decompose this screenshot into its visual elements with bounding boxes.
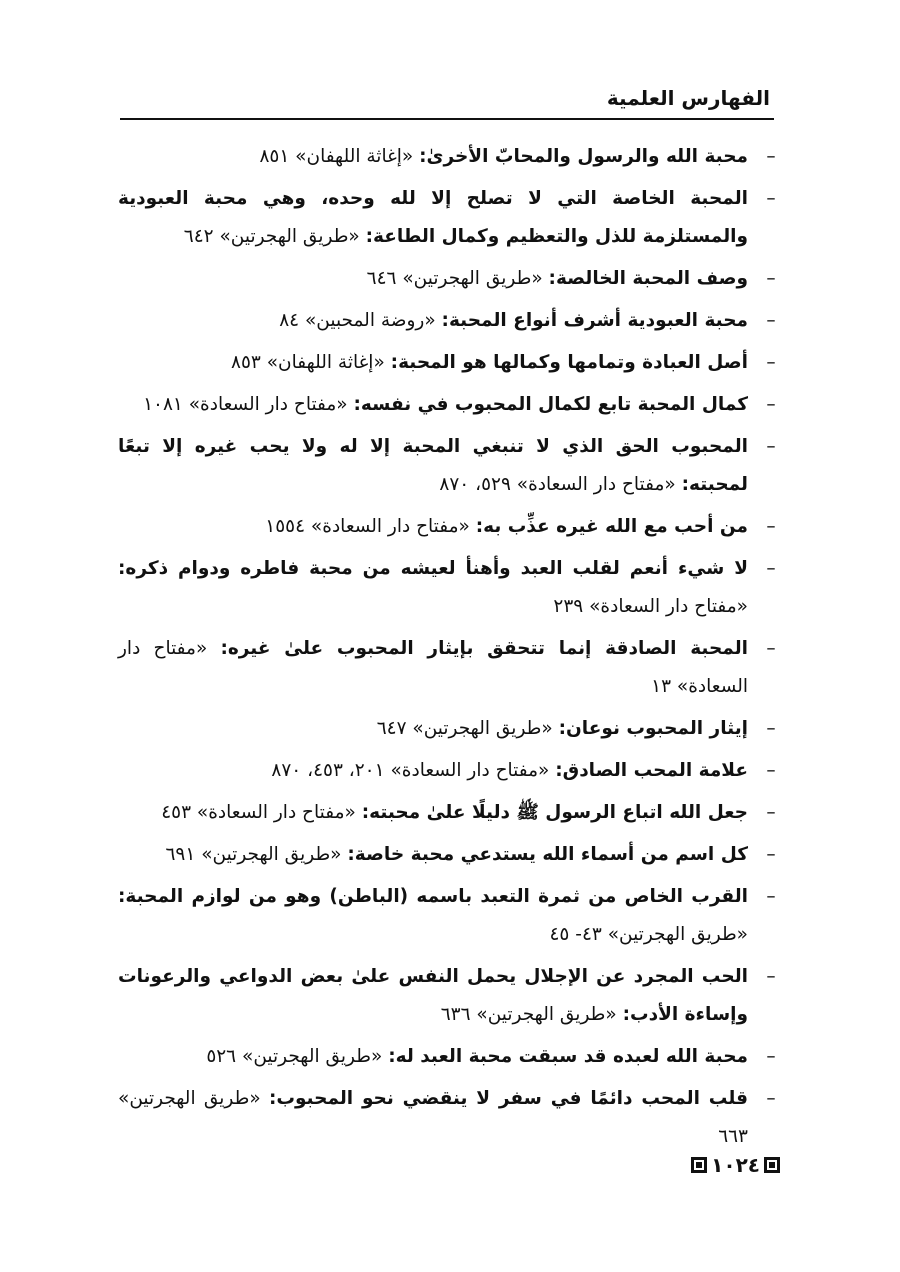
running-header-title: الفهارس العلمية <box>606 86 770 110</box>
dash-bullet-icon: – <box>766 718 776 739</box>
dash-bullet-icon: – <box>766 394 776 415</box>
dash-bullet-icon: – <box>766 352 776 373</box>
entry-reference: «إغاثة اللهفان» ٨٥١ <box>259 146 414 167</box>
index-entry <box>118 794 780 832</box>
entry-term: جعل الله اتباع الرسول ﷺ دليلًا علىٰ محبته: <box>361 802 748 823</box>
index-entry <box>118 428 780 504</box>
entry-term: إيثار المحبوب نوعان: <box>558 718 748 739</box>
entry-reference: «مفتاح دار السعادة» ٢٠١، ٤٥٣، ٨٧٠ <box>271 760 550 781</box>
entry-term: محبة الله لعبده قد سبقت محبة العبد له: <box>388 1046 748 1067</box>
dash-bullet-icon: – <box>766 268 776 289</box>
index-entry <box>118 752 780 790</box>
entry-term: المحبة الخاصة التي لا تصلح إلا لله وحده، وهي محبة العبودية والمستلزمة للذل والتعظيم وكمال الطاعة: <box>118 188 748 247</box>
index-entry <box>118 180 780 256</box>
entry-term: لا شيء أنعم لقلب العبد وأهنأ لعيشه من محبة فاطره ودوام ذكره: <box>118 558 748 579</box>
entry-term: قلب المحب دائمًا في سفر لا ينقضي نحو المحبوب: <box>268 1088 749 1109</box>
entry-reference: «مفتاح دار السعادة» ١٠٨١ <box>143 394 348 415</box>
entry-reference: «طريق الهجرتين» ٤٣- ٤٥ <box>549 924 748 945</box>
dash-bullet-icon: – <box>766 802 776 823</box>
index-entry <box>118 836 780 874</box>
page-number-text: ١٠٢٤ <box>711 1153 760 1177</box>
entry-term: المحبة الصادقة إنما تتحقق بإيثار المحبوب علىٰ غيره: <box>220 638 748 659</box>
entry-reference: «مفتاح دار السعادة» ١٥٥٤ <box>265 516 470 537</box>
entry-reference: «طريق الهجرتين» ٥٢٦ <box>206 1046 383 1067</box>
entry-reference: «طريق الهجرتين» ٦٣٦ <box>440 1004 617 1025</box>
index-entry <box>118 1038 780 1076</box>
dash-bullet-icon: – <box>766 436 776 457</box>
index-entry-list <box>118 138 780 1160</box>
entry-term: علامة المحب الصادق: <box>555 760 748 781</box>
entry-reference: «مفتاح دار السعادة» ٤٥٣ <box>161 802 356 823</box>
header-divider <box>120 118 774 120</box>
index-entry <box>118 958 780 1034</box>
entry-reference: «مفتاح دار السعادة» ٢٣٩ <box>553 596 748 617</box>
index-entry <box>118 386 780 424</box>
index-entry <box>118 260 780 298</box>
entry-reference: «طريق الهجرتين» ٦٤٦ <box>366 268 543 289</box>
entry-term: القرب الخاص من ثمرة التعبد باسمه (الباطن) وهو من لوازم المحبة: <box>118 886 748 907</box>
entry-reference: «إغاثة اللهفان» ٨٥٣ <box>231 352 385 373</box>
entry-term: كمال المحبة تابع لكمال المحبوب في نفسه: <box>353 394 748 415</box>
entry-term: محبة الله والرسول والمحابّ الأخرىٰ: <box>419 146 748 167</box>
entry-reference: «طريق الهجرتين» ٦٤٧ <box>376 718 553 739</box>
dash-bullet-icon: – <box>766 1088 776 1109</box>
entry-term: أصل العبادة وتمامها وكمالها هو المحبة: <box>390 352 748 373</box>
dash-bullet-icon: – <box>766 760 776 781</box>
ornament-square-icon <box>691 1157 707 1173</box>
entry-term: كل اسم من أسماء الله يستدعي محبة خاصة: <box>347 844 748 865</box>
dash-bullet-icon: – <box>766 966 776 987</box>
entry-reference: «طريق الهجرتين» ٦٩١ <box>165 844 342 865</box>
entry-reference: «مفتاح دار السعادة» ١٣ <box>118 638 748 697</box>
page-number <box>691 1153 780 1177</box>
entry-reference: «مفتاح دار السعادة» ٥٢٩، ٨٧٠ <box>439 474 676 495</box>
index-entry <box>118 630 780 706</box>
dash-bullet-icon: – <box>766 638 776 659</box>
entry-term: من أحب مع الله غيره عذِّب به: <box>475 516 748 537</box>
dash-bullet-icon: – <box>766 844 776 865</box>
entry-reference: «روضة المحبين» ٨٤ <box>279 310 436 331</box>
entry-reference: «طريق الهجرتين» ٦٦٣ <box>118 1088 748 1147</box>
dash-bullet-icon: – <box>766 188 776 209</box>
ornament-square-icon <box>764 1157 780 1173</box>
entry-term: وصف المحبة الخالصة: <box>548 268 748 289</box>
dash-bullet-icon: – <box>766 516 776 537</box>
dash-bullet-icon: – <box>766 558 776 579</box>
entry-term: الحب المجرد عن الإجلال يحمل النفس علىٰ بعض الدواعي والرعونات وإساءة الأدب: <box>118 966 748 1025</box>
dash-bullet-icon: – <box>766 1046 776 1067</box>
index-entry <box>118 344 780 382</box>
index-entry <box>118 508 780 546</box>
entry-term: محبة العبودية أشرف أنواع المحبة: <box>441 310 748 331</box>
dash-bullet-icon: – <box>766 310 776 331</box>
entry-reference: «طريق الهجرتين» ٦٤٢ <box>183 226 360 247</box>
index-entry <box>118 1080 780 1156</box>
index-entry <box>118 138 780 176</box>
index-entry <box>118 302 780 340</box>
index-entry <box>118 878 780 954</box>
entry-term: المحبوب الحق الذي لا تنبغي المحبة إلا له ولا يحب غيره إلا تبعًا لمحبته: <box>118 436 748 495</box>
dash-bullet-icon: – <box>766 146 776 167</box>
dash-bullet-icon: – <box>766 886 776 907</box>
index-entry <box>118 550 780 626</box>
index-entry <box>118 710 780 748</box>
